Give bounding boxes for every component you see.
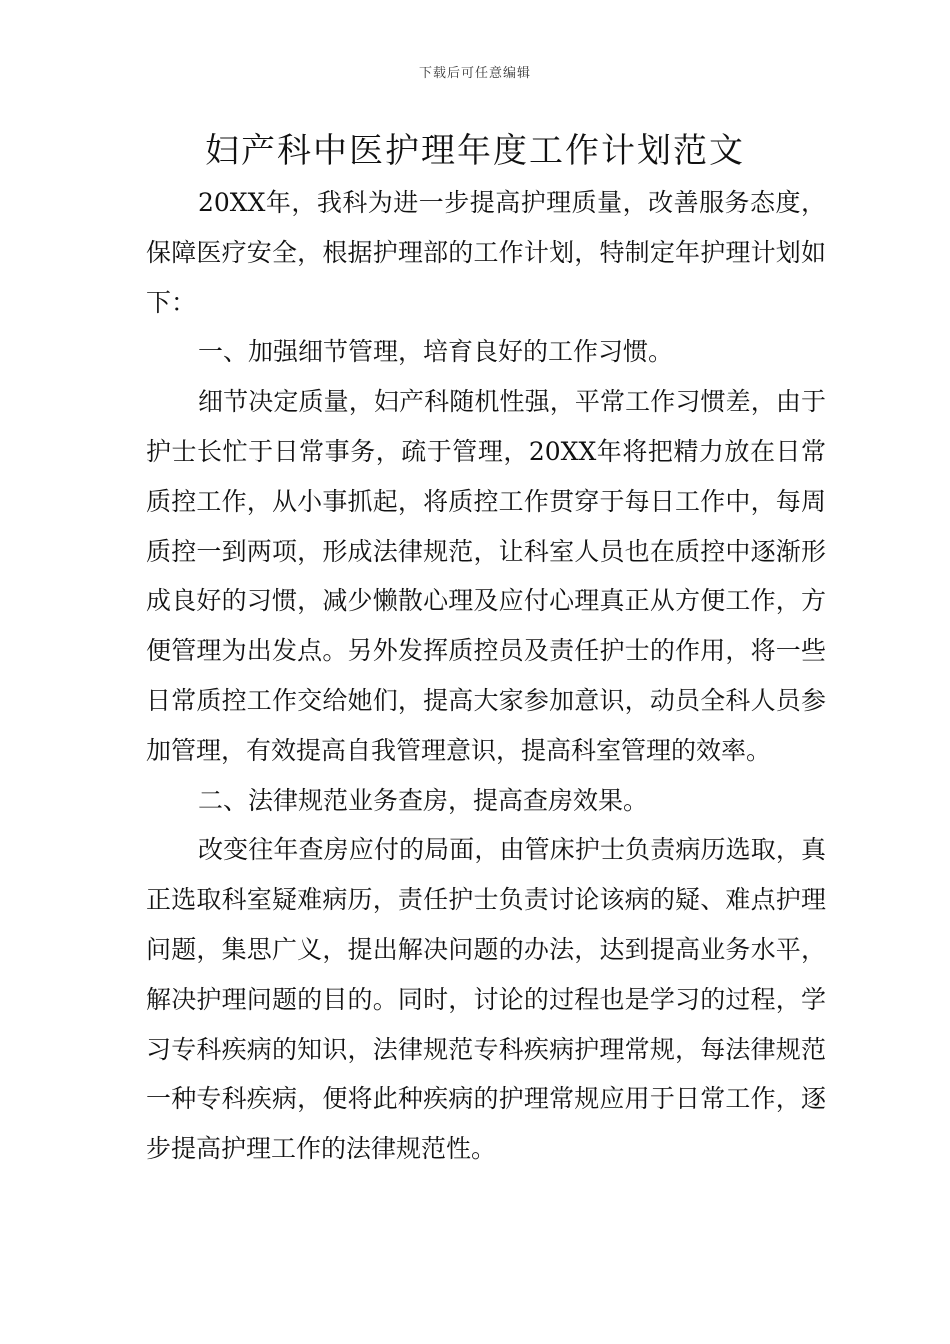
intro-paragraph: 20XX年，我科为进一步提高护理质量，改善服务态度，保障医疗安全，根据护理部的工作计划，特制定年护理计划如下： [146,188,826,317]
section-1-heading: 一、加强细节管理，培育良好的工作习惯。 [198,337,674,367]
section-2-heading: 二、法律规范业务查房，提高查房效果。 [198,785,649,815]
document-body [146,178,826,1174]
header-note: 下载后可任意编辑 [418,66,531,81]
section-1-paragraph: 细节决定质量，妇产科随机性强，平常工作习惯差，由于护士长忙于日常事务，疏于管理，20XX年将把精力放在日常质控工作，从小事抓起，将质控工作贯穿于每日工作中，每周质控一到两项，形成法律规范，让科室人员也在质控中逐渐形成良好的习惯，减少懒散心理及应付心理真正从方便工作，方便管理为出发点。另外发挥质控员及责任护士的作用，将一些日常质控工作交给她们，提高大家参加意识，动员全科人员参加管理，有效提高自我管理意识，提高科室管理的效率。 [146,387,826,765]
document-title: 妇产科中医护理年度工作计划范文 [205,131,745,171]
section-2-paragraph: 改变往年查房应付的局面，由管床护士负责病历选取，真正选取科室疑难病历，责任护士负责讨论该病的疑、难点护理问题，集思广义，提出解决问题的办法，达到提高业务水平，解决护理问题的目的。同时，讨论的过程也是学习的过程，学习专科疾病的知识，法律规范专科疾病护理常规，每法律规范一种专科疾病，便将此种疾病的护理常规应用于日常工作，逐步提高护理工作的法律规范性。 [146,835,826,1164]
